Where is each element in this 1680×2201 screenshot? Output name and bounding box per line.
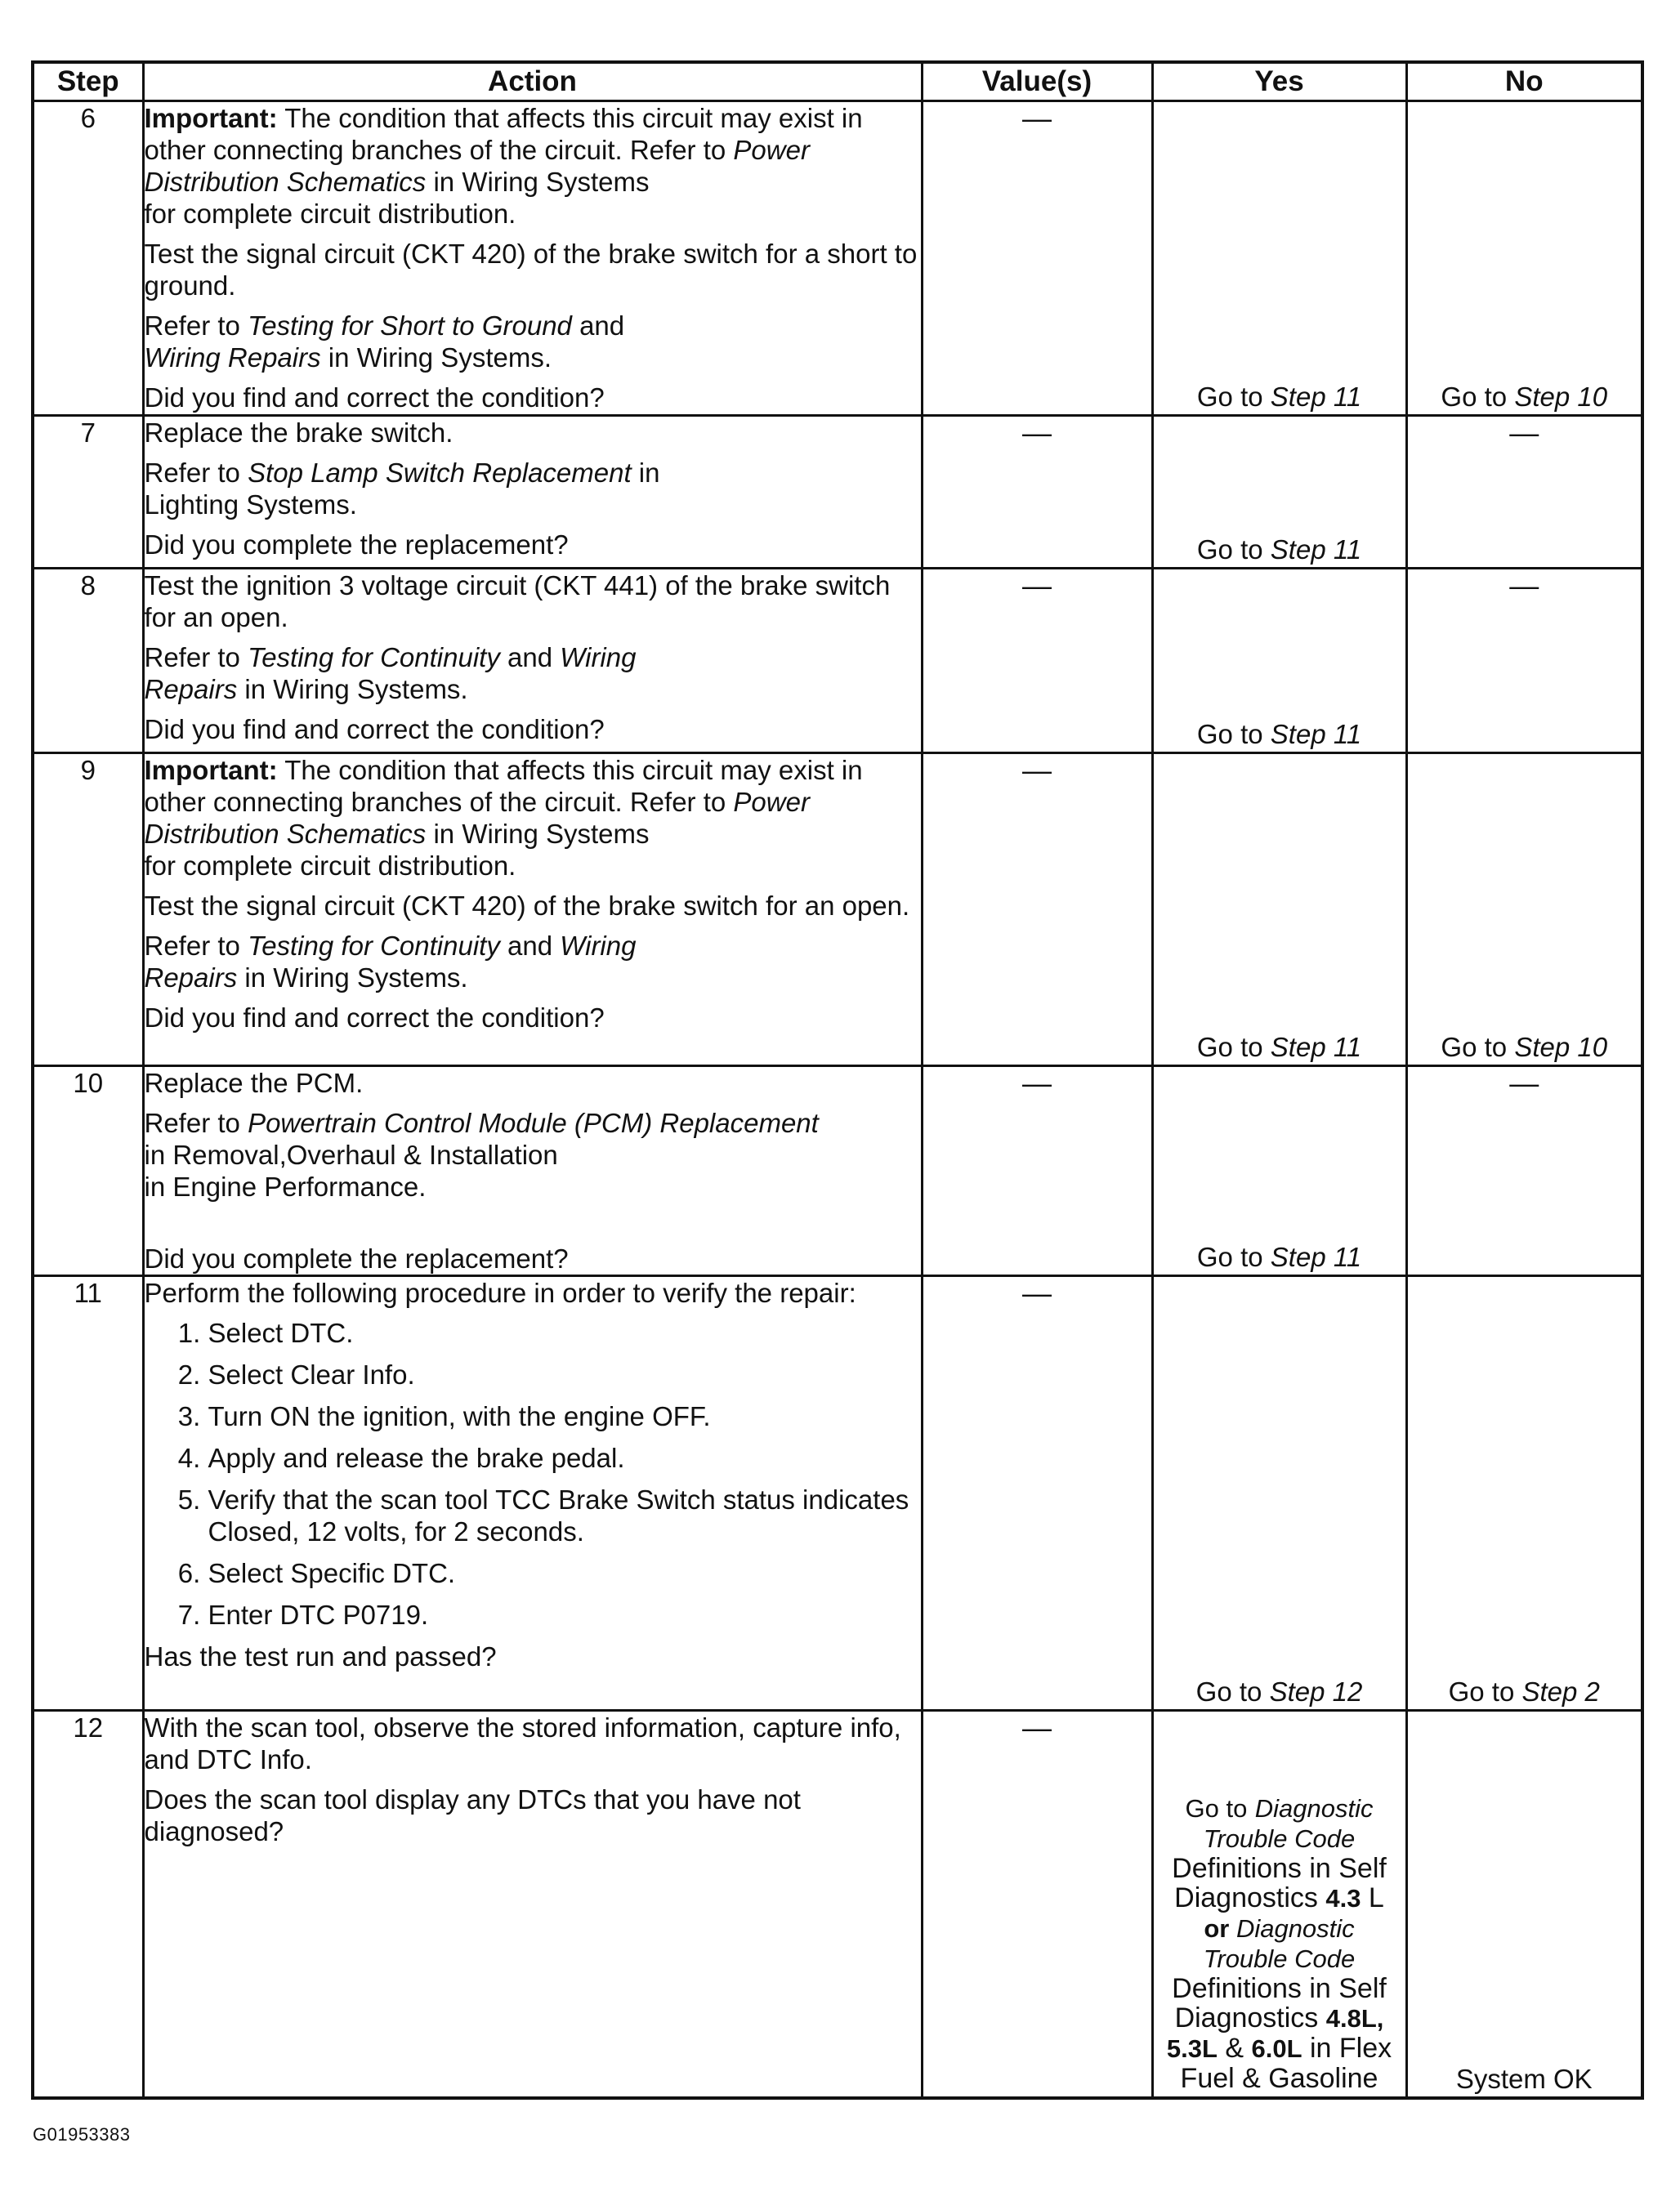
value-cell: —	[922, 1066, 1152, 1276]
no-step-link[interactable]: Step 10	[1514, 382, 1608, 412]
question: Did you find and correct the condition?	[144, 1002, 605, 1033]
dtc-link-4-8l[interactable]: Diagnostic	[1235, 1913, 1355, 1943]
refer-line: Refer to Testing for Continuity and Wiring Repairs in Wiring Systems.	[144, 931, 637, 993]
yes-step-link[interactable]: Step 11	[1270, 719, 1362, 749]
action-cell	[143, 753, 922, 1066]
dtc-link-4-3l[interactable]: Diagnostic	[1254, 1793, 1374, 1823]
refer-line: Refer to Testing for Continuity and Wiring Repairs in Wiring Systems.	[144, 642, 637, 704]
step-number: 8	[33, 569, 143, 753]
yes-step-link[interactable]: Step 11	[1270, 1242, 1362, 1272]
procedure-step: 2. Select Clear Info.	[208, 1359, 921, 1391]
procedure-step: 6. Select Specific DTC.	[208, 1557, 921, 1589]
header-values: Value(s)	[922, 62, 1152, 101]
no-cell: Go to Step 10	[1406, 753, 1642, 1066]
value-cell: —	[922, 1711, 1152, 2098]
refer-line: Refer to Powertrain Control Module (PCM) Replacement in Removal,Overhaul & Installation in Engine Performance.	[144, 1108, 819, 1202]
procedure-step: 7. Enter DTC P0719.	[208, 1599, 921, 1631]
yes-cell: Go to Step 11	[1152, 569, 1406, 753]
question: Did you complete the replacement?	[144, 1243, 569, 1274]
action-cell: With the scan tool, observe the stored information, capture info, and DTC Info. Does the scan tool display any DTCs that you have not diagnosed?	[143, 1711, 922, 2098]
value-cell: —	[922, 753, 1152, 1066]
table-row-step-9	[33, 753, 1642, 1066]
table-row-step-8	[33, 569, 1642, 753]
header-yes: Yes	[1152, 62, 1406, 101]
procedure-step: 5. Verify that the scan tool TCC Brake Switch status indicates Closed, 12 volts, for 2 seconds.	[208, 1484, 921, 1547]
procedure-step: 3. Turn ON the ignition, with the engine OFF.	[208, 1400, 921, 1432]
yes-cell: Go to Step 11	[1152, 101, 1406, 416]
procedure-step: 1. Select DTC.	[208, 1317, 921, 1349]
value-cell: —	[922, 569, 1152, 753]
header-step: Step	[33, 62, 143, 101]
yes-cell: Go to Step 11	[1152, 416, 1406, 569]
value-cell: —	[922, 416, 1152, 569]
action-cell: Replace the brake switch. Refer to Stop Lamp Switch Replacement in Lighting Systems. Did you complete the replacement?	[143, 416, 922, 569]
table-row-step-11	[33, 1276, 1642, 1711]
action-cell: Perform the following procedure in order to verify the repair: 1. Select DTC. 2. Select Clear Info. 3. Turn ON the ignition, with the engine OFF. 4. Apply and release the brake pedal. 5. Verify that the scan tool TCC Brake Switch status indicates Closed, 12 volts, for 2 seconds. 6. Select Specific DTC. 7. Enter DTC P0719. Has the test run and passed?	[143, 1276, 922, 1711]
yes-step-link[interactable]: Step 11	[1270, 382, 1362, 412]
action-cell: Replace the PCM. Refer to Powertrain Control Module (PCM) Replacement in Removal,Overhaul & Installation in Engine Performance. Did you complete the replacement?	[143, 1066, 922, 1276]
yes-step-link[interactable]: Step 11	[1270, 1032, 1362, 1062]
important-note: Important: The condition that affects this circuit may exist in other connecting branches of the circuit. Refer to Power Distribution Schematics in Wiring Systems for complete circuit distribution.	[144, 755, 863, 881]
question: Did you complete the replacement?	[144, 529, 569, 560]
yes-step-link[interactable]: Step 12	[1269, 1676, 1363, 1707]
header-no: No	[1406, 62, 1642, 101]
no-step-link[interactable]: Step 10	[1514, 1032, 1608, 1062]
diagnostic-table	[31, 60, 1644, 2100]
table-row-step-7	[33, 416, 1642, 569]
value-cell: —	[922, 101, 1152, 416]
yes-cell: Go to Step 11	[1152, 753, 1406, 1066]
figure-id: G01953383	[33, 2124, 131, 2145]
table-row-step-12	[33, 1711, 1642, 2098]
question: Has the test run and passed?	[144, 1641, 497, 1672]
important-note: Important: The condition that affects this circuit may exist in other connecting branches of the circuit. Refer to Power Distribution Schematics in Wiring Systems for complete circuit distribution.	[144, 103, 863, 229]
system-ok-label: System OK	[1455, 2063, 1593, 2094]
table-row-step-10	[33, 1066, 1642, 1276]
yes-step-link[interactable]: Step 11	[1270, 534, 1362, 565]
step-number: 6	[33, 101, 143, 416]
step-number: 11	[33, 1276, 143, 1711]
no-step-link[interactable]: Step 2	[1521, 1676, 1600, 1707]
header-action: Action	[143, 62, 922, 101]
no-cell: Go to Step 2	[1406, 1276, 1642, 1711]
no-cell: —	[1406, 569, 1642, 753]
header-row	[33, 62, 1642, 101]
no-cell: —	[1406, 1066, 1642, 1276]
yes-cell: Go to Step 11	[1152, 1066, 1406, 1276]
test-instruction: Test the signal circuit (CKT 420) of the brake switch for an open.	[144, 891, 910, 921]
test-instruction: Test the signal circuit (CKT 420) of the brake switch for a short to ground.	[144, 239, 918, 301]
question: Did you find and correct the condition?	[144, 382, 605, 413]
action-cell	[143, 101, 922, 416]
no-cell	[1406, 1711, 1642, 2098]
yes-cell	[1152, 1711, 1406, 2098]
value-cell: —	[922, 1276, 1152, 1711]
step-number: 12	[33, 1711, 143, 2098]
question: Does the scan tool display any DTCs that you have not diagnosed?	[144, 1784, 801, 1846]
dtc-reference: Go to Diagnostic Trouble Code Definitions in Self Diagnostics 4.3 L or Diagnostic Trouble Code Definitions in Self Diagnostics 4.8L, 5.3L & 6.0L in Flex Fuel & Gasoline	[1166, 1793, 1392, 2094]
question: Did you find and correct the condition?	[144, 714, 605, 744]
step-number: 7	[33, 416, 143, 569]
action-cell: Test the ignition 3 voltage circuit (CKT 441) of the brake switch for an open. Refer to Testing for Continuity and Wiring Repairs in Wiring Systems. Did you find and correct the condition?	[143, 569, 922, 753]
step-number: 10	[33, 1066, 143, 1276]
no-cell: Go to Step 10	[1406, 101, 1642, 416]
procedure-list	[145, 1317, 921, 1631]
procedure-step: 4. Apply and release the brake pedal.	[208, 1442, 921, 1474]
refer-line: Refer to Testing for Short to Ground and Wiring Repairs in Wiring Systems.	[144, 310, 625, 373]
yes-cell: Go to Step 12	[1152, 1276, 1406, 1711]
step-number: 9	[33, 753, 143, 1066]
refer-line: Refer to Stop Lamp Switch Replacement in Lighting Systems.	[144, 458, 660, 520]
table-row-step-6	[33, 101, 1642, 416]
no-cell: —	[1406, 416, 1642, 569]
